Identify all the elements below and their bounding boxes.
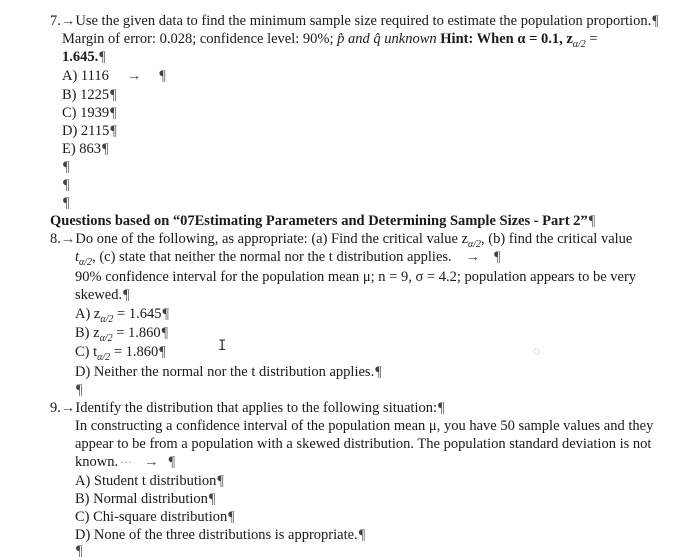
q7-option-e-text: E) 863: [62, 141, 102, 157]
q8-line-1a: Do one of the following, as appropriate: (a) Find the critical value z: [75, 231, 468, 247]
pilcrow-icon: ¶: [228, 509, 235, 525]
q8-option-b-label: B) z: [75, 325, 100, 341]
q9-line-4-text: known.: [75, 454, 119, 470]
q8-line-2-sub: α/2: [79, 256, 93, 268]
q9-line-4: [75, 453, 175, 471]
tab-arrow-icon: →: [60, 400, 76, 416]
q9-option-a-text: A) Student t distribution: [75, 473, 217, 489]
pilcrow-icon: ¶: [438, 400, 445, 416]
q8-option-d: [75, 363, 382, 381]
q8-line-3: 90% confidence interval for the population mean μ; n = 9, σ = 4.2; population appears to be very: [75, 269, 637, 285]
pilcrow-icon: ¶: [159, 344, 166, 360]
q7-line-1: [50, 12, 659, 30]
section-heading: [50, 212, 595, 230]
q9-option-a: [75, 472, 224, 490]
q8-option-b-value: = 1.860: [112, 325, 161, 341]
pilcrow-icon: ¶: [76, 382, 83, 398]
pilcrow-icon: ¶: [123, 287, 130, 303]
q7-stem-2b: p̂ and q̂ unknown: [337, 31, 437, 47]
resize-handle-icon: ◌: [533, 344, 541, 358]
q9-line-3: appear to be from a population with a skewed distribution. The population standard deviation is not: [75, 436, 652, 452]
pilcrow-icon: ¶: [162, 306, 170, 322]
q7-hint-eq: =: [585, 31, 598, 47]
q8-option-a-sub: α/2: [100, 313, 114, 325]
q9-number: 9.: [50, 400, 61, 416]
q8-number: 8.: [50, 231, 61, 247]
q9-line-1-text: Identify the distribution that applies to the following situation:: [75, 400, 438, 416]
pilcrow-icon: ¶: [110, 105, 117, 121]
q8-line-4: [75, 286, 130, 304]
tab-arrow-icon: →: [60, 231, 76, 247]
q9-option-c: [75, 508, 235, 526]
pilcrow-icon: ¶: [161, 325, 169, 341]
pilcrow-icon: ¶: [588, 213, 596, 229]
q8-option-c-sub: α/2: [97, 351, 111, 363]
pilcrow-icon: ¶: [494, 249, 501, 265]
q9-option-c-text: C) Chi-square distribution: [75, 509, 228, 525]
tab-arrow-icon: →: [465, 249, 481, 265]
q8-line-2a: t: [75, 249, 80, 265]
pilcrow-icon: ¶: [110, 123, 117, 139]
q7-option-b: [62, 86, 117, 104]
q8-option-a-value: = 1.645: [113, 306, 162, 322]
tab-arrow-icon: →: [144, 454, 159, 470]
q9-option-b: [75, 490, 216, 508]
pilcrow-icon: ¶: [652, 13, 659, 29]
q7-option-c: [62, 104, 117, 122]
q8-option-c-label: C) t: [75, 344, 98, 360]
q7-stem-1: Use the given data to find the minimum sample size required to estimate the population proportion.: [75, 13, 652, 29]
pilcrow-icon: ¶: [63, 177, 70, 193]
pilcrow-icon: ¶: [99, 49, 106, 65]
q8-line-1-sub: α/2: [467, 238, 481, 250]
q7-option-e: [62, 140, 109, 158]
pilcrow-icon: ¶: [375, 364, 382, 380]
q7-line-3: [62, 48, 106, 66]
q9-option-b-text: B) Normal distribution: [75, 491, 208, 507]
q7-line-2: [62, 30, 598, 54]
pilcrow-icon: ¶: [63, 195, 70, 211]
pilcrow-icon: ¶: [159, 68, 166, 84]
q8-line-2b: , (c) state that neither the normal nor the t distribution applies.: [92, 249, 452, 265]
q7-stem-2a: Margin of error: 0.028; confidence level: 90%;: [62, 31, 334, 47]
pilcrow-icon: ¶: [358, 527, 366, 543]
pilcrow-icon: ¶: [208, 491, 216, 507]
q7-hint-sub: α/2: [572, 38, 586, 50]
q8-option-a-label: A) z: [75, 306, 101, 322]
q7-number: 7.: [50, 13, 61, 29]
q7-option-d: [62, 122, 117, 140]
q7-option-a-text: A) 1116: [62, 68, 109, 84]
tab-arrow-icon: →: [126, 68, 142, 84]
tab-arrow-icon: →: [60, 13, 76, 29]
pilcrow-icon: ¶: [63, 159, 70, 175]
dots-mark: ···: [120, 455, 133, 469]
q7-option-a: [62, 67, 166, 85]
q9-option-d: [75, 526, 365, 544]
q9-line-1: [50, 399, 445, 417]
pilcrow-icon: ¶: [168, 454, 176, 470]
q9-line-2: In constructing a confidence interval of the population mean μ, you have 50 sample values and they: [75, 418, 654, 434]
q7-hint: Hint: When α = 0.1, z: [440, 31, 573, 47]
pilcrow-icon: ¶: [217, 473, 224, 489]
q7-value: 1.645.: [62, 49, 99, 65]
pilcrow-icon: ¶: [76, 543, 83, 559]
q9-option-d-text: D) None of the three distributions is appropriate.: [75, 527, 358, 543]
q7-option-b-text: B) 1225: [62, 87, 110, 103]
section-title: Questions based on “07Estimating Parameters and Determining Sample Sizes - Part 2”: [50, 213, 588, 229]
text-cursor-icon: I: [218, 338, 227, 354]
q8-option-b-sub: α/2: [99, 332, 113, 344]
pilcrow-icon: ¶: [102, 141, 109, 157]
q8-option-c-value: = 1.860: [110, 344, 159, 360]
q8-line-4-text: skewed.: [75, 287, 123, 303]
q7-option-c-text: C) 1939: [62, 105, 110, 121]
pilcrow-icon: ¶: [110, 87, 117, 103]
q8-line-1b: , (b) find the critical value: [480, 231, 633, 247]
q8-option-d-text: D) Neither the normal nor the t distribution applies.: [75, 364, 375, 380]
q7-option-d-text: D) 2115: [62, 123, 110, 139]
